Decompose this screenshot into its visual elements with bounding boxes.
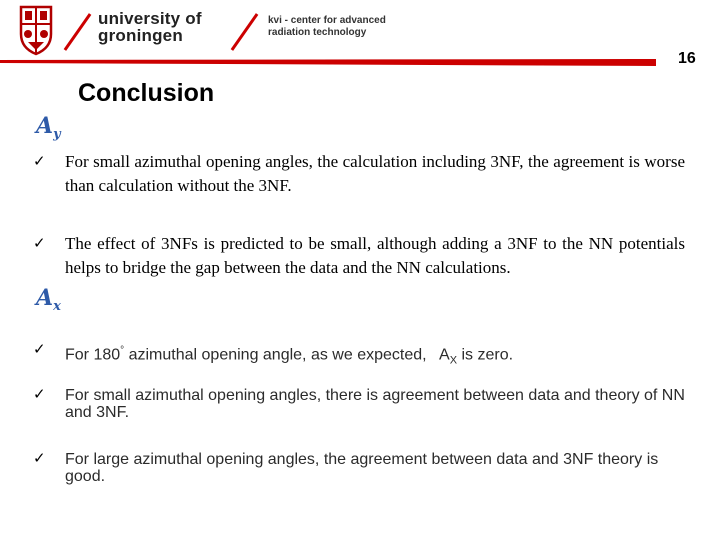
check-icon: ✓: [33, 152, 46, 170]
ax-inline-symbol-sub: X: [449, 354, 458, 367]
ax-bullet-3: For large azimuthal opening angles, the agreement between data and 3NF theory is good.: [65, 451, 659, 485]
university-logo: [18, 4, 54, 56]
ay-symbol-base: A: [36, 113, 54, 139]
ax-bullet-2: For small azimuthal opening angles, there is agreement between data and theory of NN and 3NF.: [65, 387, 685, 421]
ay-bullet-2: The effect of 3NFs is predicted to be small, although adding a 3NF to the NN potentials helps to bridge the gap between the data and the NN calculations.: [65, 234, 685, 277]
ax-bullet-1-mid: azimuthal opening angle, as we expected,: [128, 346, 427, 364]
ax-inline-symbol: A: [439, 346, 450, 364]
ay-heading: [36, 114, 61, 147]
university-name: [98, 10, 202, 44]
check-icon: ✓: [33, 234, 46, 252]
ay-bullet-1: For small azimuthal opening angles, the calculation including 3NF, the agreement is worse than calculation without the 3NF.: [65, 152, 685, 195]
institute-name-line2: radiation technology: [268, 27, 367, 38]
page-number: 16: [678, 50, 696, 67]
degree-sign: °: [120, 345, 125, 356]
ax-bullet-1-post: is zero.: [461, 346, 514, 364]
check-icon: ✓: [33, 449, 46, 467]
header-slash-2: [231, 13, 259, 51]
university-name-line2: groningen: [98, 26, 183, 45]
check-icon: ✓: [33, 385, 46, 403]
check-icon: ✓: [33, 340, 46, 358]
ax-heading: [36, 286, 61, 319]
ax-symbol-base: A: [36, 285, 54, 311]
ax-bullet-1: [65, 342, 685, 370]
crest-icon: [18, 4, 54, 56]
header-slash-1: [64, 13, 92, 51]
ax-symbol-sub: x: [53, 299, 61, 314]
institute-name: [268, 15, 386, 39]
ax-bullet-1-pre: For 180: [65, 346, 121, 364]
ay-symbol-sub: y: [53, 127, 61, 142]
header-red-rule: [0, 59, 660, 67]
institute-name-line1: kvi - center for advanced: [268, 15, 386, 26]
slide-title: Conclusion: [78, 79, 215, 107]
university-name-line1: university of: [98, 9, 202, 28]
